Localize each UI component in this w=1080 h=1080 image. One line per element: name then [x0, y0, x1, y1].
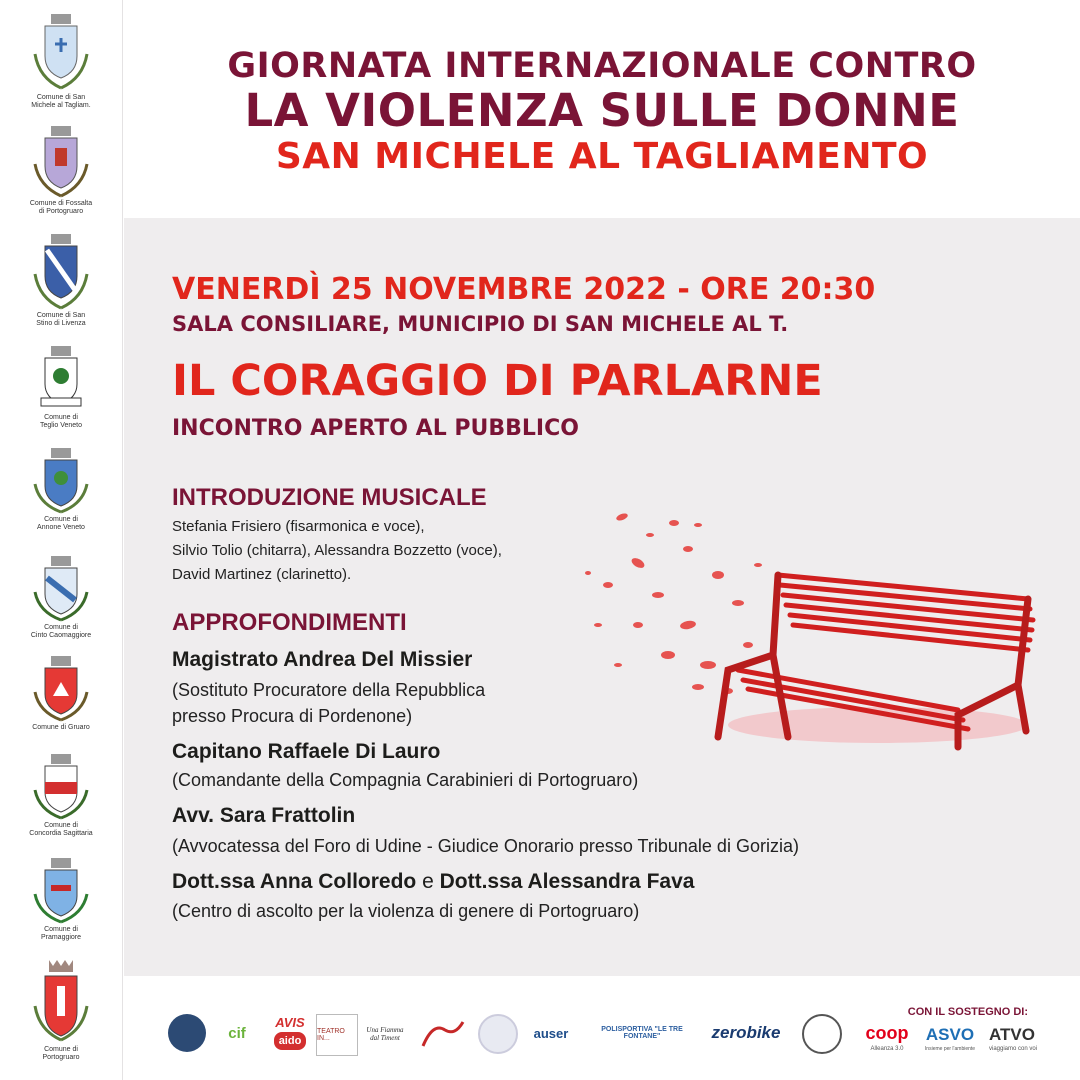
speaker-desc: (Avvocatessa del Foro di Udine - Giudice Onorario presso Tribunale di Gorizia)	[172, 836, 799, 856]
sponsor-coop-sub: Alleanza 3.0	[870, 1046, 904, 1052]
crest-caption: Concordia Sagittaria	[29, 830, 93, 837]
crest-portogruaro-icon	[31, 960, 91, 1044]
crest-caption: Comune di	[44, 822, 78, 829]
speaker-desc: (Comandante della Compagnia Carabinieri di Portogruaro)	[172, 770, 639, 790]
crest-concordia-icon	[31, 754, 91, 820]
crest-sanmichele-icon	[31, 14, 91, 92]
event-datetime: VENERDÌ 25 NOVEMBRE 2022 - ORE 20:30	[172, 272, 876, 307]
sponsor-asvo-sub: Insieme per l'ambiente	[924, 1046, 976, 1052]
crest-sanstino-icon	[31, 234, 91, 310]
speaker-name: Avv. Sara Frattolin	[172, 804, 356, 827]
event-title: IL CORAGGIO DI PARLARNE	[172, 356, 823, 406]
crest-caption: Teglio Veneto	[39, 422, 83, 429]
speaker-desc: presso Procura di Pordenone)	[172, 706, 413, 726]
speaker-name: Capitano Raffaele Di Lauro	[172, 740, 441, 763]
crest-caption: Annone Veneto	[37, 524, 85, 531]
header-line-3: SAN MICHELE AL TAGLIAMENTO	[275, 136, 929, 177]
crest-caption: Comune di	[44, 1046, 78, 1053]
crest-gruaro	[0, 656, 122, 732]
partner-avis-logo: AVIS	[275, 1014, 305, 1030]
speaker-name: Dott.ssa Alessandra Fava	[439, 870, 695, 893]
crest-annone	[0, 448, 122, 532]
partner-stamp-icon	[802, 1014, 842, 1054]
crest-caption: Pramaggiore	[40, 934, 82, 941]
crest-caption: Comune di Gruaro	[32, 724, 90, 731]
crest-caption: Comune di	[44, 414, 78, 421]
crest-sanstino	[0, 234, 122, 328]
music-line: David Martinez (clarinetto).	[172, 566, 352, 583]
header-line-2: LA VIOLENZA SULLE DONNE	[244, 84, 960, 137]
crest-fossalta	[0, 126, 122, 216]
crest-caption: Michele al Tagliam.	[31, 102, 91, 109]
crest-caption: Comune di	[44, 516, 78, 523]
crest-teglio-icon	[31, 346, 91, 412]
partner-aido-logo: aido	[274, 1032, 306, 1050]
red-bench-illustration	[578, 505, 1038, 755]
crest-caption: Comune di	[44, 624, 78, 631]
crest-caption: Portogruaro	[42, 1054, 80, 1061]
speaker-desc: (Centro di ascolto per la violenza di genere di Portogruaro)	[172, 901, 640, 921]
partner-polisportiva-logo: POLISPORTIVA "LE TRE FONTANE"	[601, 1026, 683, 1040]
crest-caption: Cinto Caomaggiore	[30, 632, 92, 639]
partner-zerobike-logo: zerobike	[711, 1023, 781, 1042]
crest-caption: Comune di Fossalta	[29, 200, 93, 207]
partner-fiamma-logo: Una Fiamma dal Timent	[366, 1026, 404, 1042]
partner-arte-logo	[412, 1014, 472, 1054]
event-subtitle: INCONTRO APERTO AL PUBBLICO	[172, 416, 579, 441]
header-line-1: GIORNATA INTERNAZIONALE CONTRO	[227, 46, 977, 86]
crest-sanmichele	[0, 14, 122, 110]
event-venue: SALA CONSILIARE, MUNICIPIO DI SAN MICHELE AL T.	[172, 312, 789, 336]
talks-heading: APPROFONDIMENTI	[172, 609, 407, 636]
sponsor-atvo-logo: ATVO	[989, 1025, 1035, 1044]
music-line: Silvio Tolio (chitarra), Alessandra Bozzetto (voce),	[172, 542, 502, 559]
name-joiner: e	[416, 870, 440, 893]
crest-cinto-icon	[31, 556, 91, 622]
crest-pramaggiore-icon	[31, 858, 91, 924]
partner-emblem-icon	[478, 1014, 518, 1054]
crest-caption: Stino di Livenza	[36, 320, 86, 327]
crest-cinto	[0, 556, 122, 640]
partner-cif-logo: cif	[228, 1024, 246, 1042]
crest-fossalta-icon	[31, 126, 91, 198]
crest-caption: di Portogruaro	[38, 208, 84, 215]
partner-auser-logo: auser	[533, 1025, 569, 1041]
crest-portogruaro	[0, 960, 122, 1062]
sponsor-atvo-sub: viaggiamo con voi	[988, 1046, 1038, 1052]
arte-figure-icon	[417, 1016, 467, 1052]
partner-teatro-logo: TEATRO IN...	[316, 1014, 358, 1056]
speaker-name: Magistrato Andrea Del Missier	[172, 648, 473, 671]
speaker-name: Dott.ssa Anna Colloredo	[172, 870, 417, 893]
partner-seal-icon	[168, 1014, 206, 1052]
crest-caption: Comune di San	[36, 312, 86, 319]
music-line: Stefania Frisiero (fisarmonica e voce),	[172, 518, 425, 535]
crest-caption: Comune di	[44, 926, 78, 933]
crest-gruaro-icon	[31, 656, 91, 722]
crest-caption: Comune di San	[36, 94, 86, 101]
crest-concordia	[0, 754, 122, 838]
municipalities-sidebar	[0, 0, 123, 1080]
support-label: CON IL SOSTEGNO DI:	[907, 1006, 1028, 1018]
crest-pramaggiore	[0, 858, 122, 942]
speaker-name-pair	[172, 870, 694, 894]
sponsor-coop-logo: coop	[865, 1022, 909, 1043]
music-heading: INTRODUZIONE MUSICALE	[172, 484, 487, 511]
crest-teglio	[0, 346, 122, 430]
crest-annone-icon	[31, 448, 91, 514]
sponsor-asvo-logo: ASVO	[925, 1025, 975, 1044]
speaker-desc: (Sostituto Procuratore della Repubblica	[172, 680, 486, 700]
